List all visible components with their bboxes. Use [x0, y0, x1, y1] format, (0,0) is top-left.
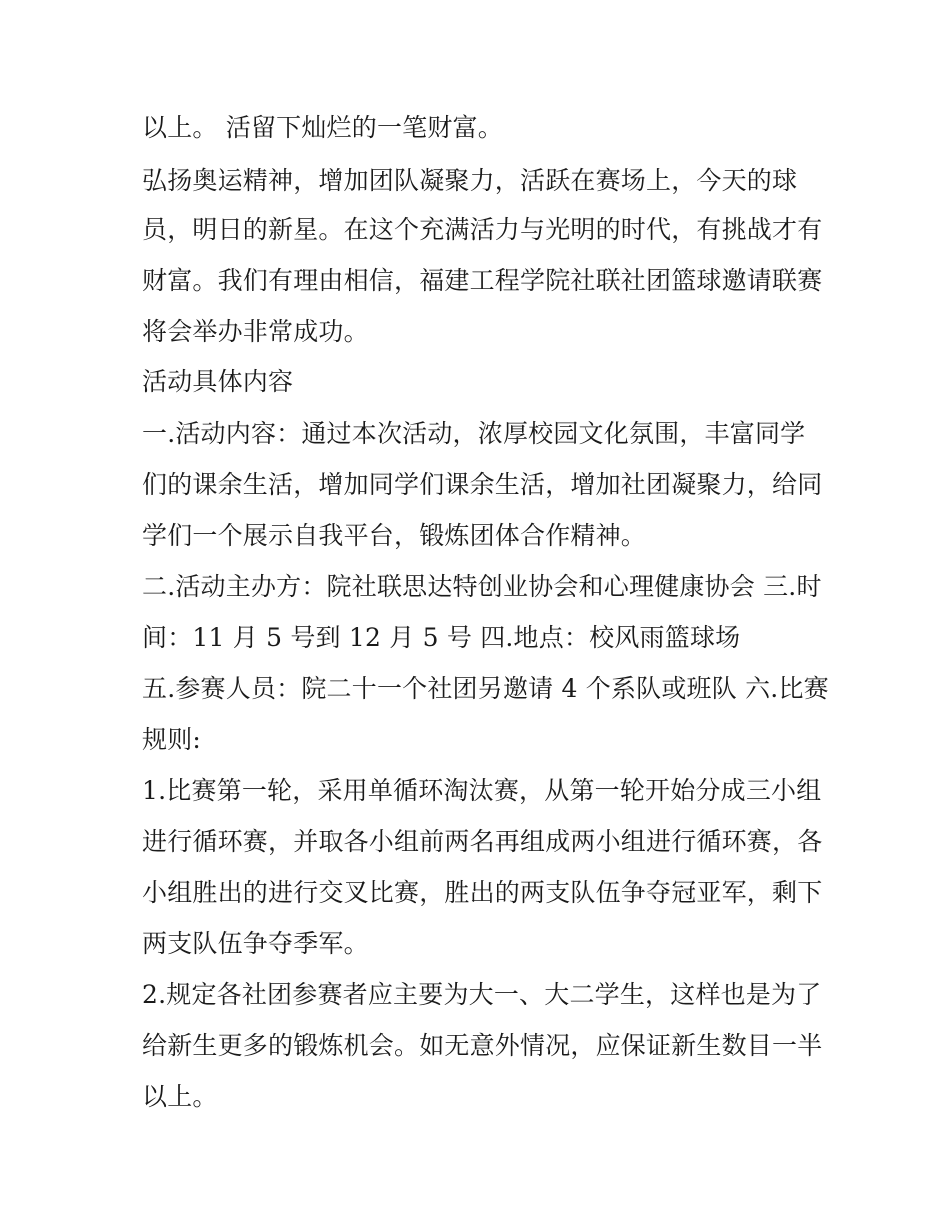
text-line: 们的课余生活，增加同学们课余生活，增加社团凝聚力，给同 — [142, 470, 823, 499]
text-line: 五.参赛人员：院二十一个社团另邀请 4 个系队或班队 六.比赛 — [142, 674, 829, 703]
text-line: 财富。我们有理由相信，福建工程学院社联社团篮球邀请联赛 — [142, 266, 823, 295]
text-line: 以上。 — [142, 1082, 218, 1111]
text-line: 进行循环赛，并取各小组前两名再组成两小组进行循环赛，各 — [142, 827, 823, 856]
text-line: 规则: — [142, 725, 202, 754]
text-line: 两支队伍争夺季军。 — [142, 929, 369, 958]
text-line: 小组胜出的进行交叉比赛，胜出的两支队伍争夺冠亚军，剩下 — [142, 878, 823, 907]
text-line: 一.活动内容：通过本次活动，浓厚校园文化氛围，丰富同学 — [142, 419, 806, 448]
text-line: 1.比赛第一轮，采用单循环淘汰赛，从第一轮开始分成三小组 — [142, 776, 822, 805]
text-line: 2.规定各社团参赛者应主要为大一、大二学生，这样也是为了 — [142, 980, 822, 1009]
text-line: 间：11 月 5 号到 12 月 5 号 四.地点：校风雨篮球场 — [142, 623, 741, 652]
section-heading: 活动具体内容 — [142, 367, 294, 396]
text-line: 学们一个展示自我平台，锻炼团体合作精神。 — [142, 521, 647, 550]
text-line: 以上。 活留下灿烂的一笔财富。 — [142, 113, 503, 142]
text-line: 给新生更多的锻炼机会。如无意外情况，应保证新生数目一半 — [142, 1031, 823, 1060]
text-line: 二.活动主办方：院社联思达特创业协会和心理健康协会 三.时 — [142, 572, 822, 601]
text-line: 员，明日的新星。在这个充满活力与光明的时代，有挑战才有 — [142, 215, 823, 244]
text-line: 弘扬奥运精神，增加团队凝聚力，活跃在赛场上，今天的球 — [142, 166, 798, 195]
text-line: 将会举办非常成功。 — [142, 317, 369, 346]
